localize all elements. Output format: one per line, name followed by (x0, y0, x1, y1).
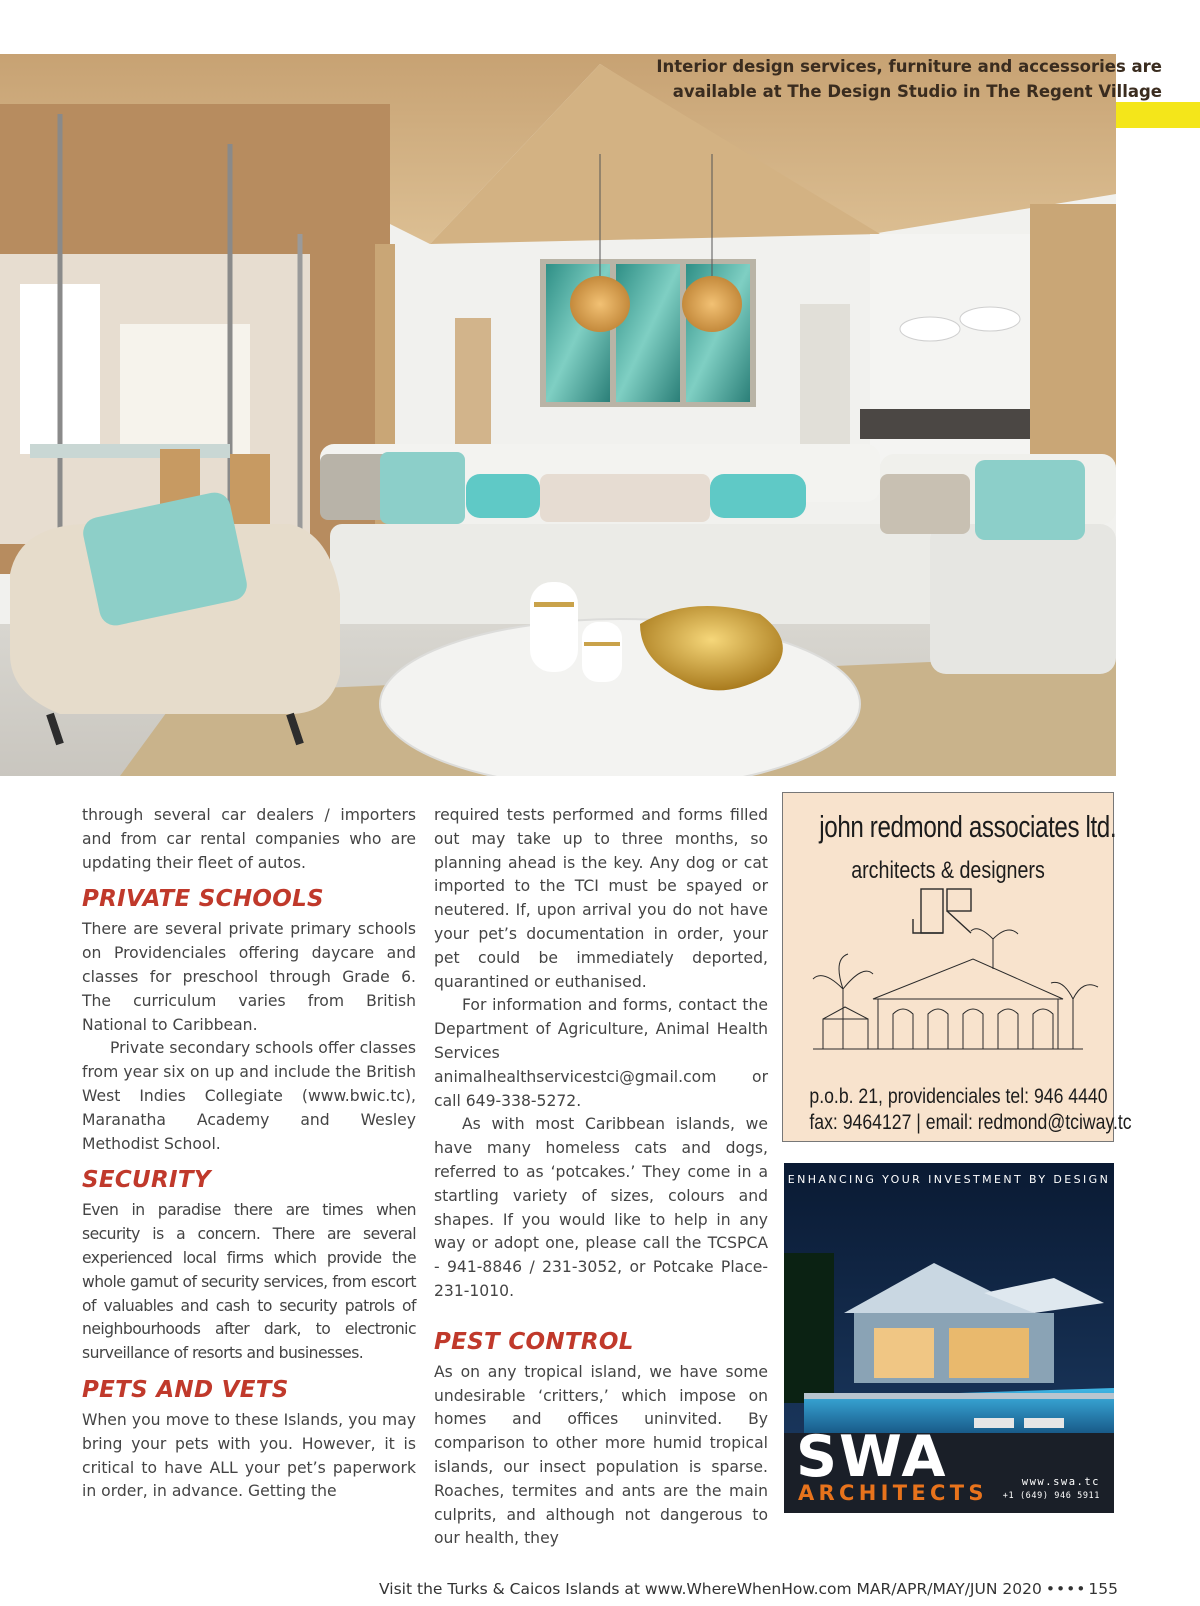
house-sketch-icon (813, 929, 1098, 1049)
ad-website[interactable]: www.swa.tc (1021, 1476, 1100, 1488)
article-column-1 (82, 804, 416, 1504)
paragraph-pets: When you move to these Islands, you may bring your pets with you. However, it is critical to have ALL your pet’s paperwork in order, in advance. Getting the (82, 1410, 416, 1501)
heading-security: SECURITY (82, 1167, 211, 1194)
ad-tagline: ENHANCING YOUR INVESTMENT BY DESIGN (787, 1173, 1111, 1186)
paragraph-intro: through several car dealers / importers and from car rental companies who are updating their fleet of autos. (82, 806, 416, 872)
heading-private-schools: PRIVATE SCHOOLS (82, 886, 324, 913)
paragraph-potcakes: As with most Caribbean islands, we have many homeless cats and dogs, referred to as ‘potcakes.’ They come in a startling variety of sizes, colours and shapes. If you would like to help in any way or adopt one, please call the TCSPCA - 941-8846 / 231-3052, or Potcake Place- 231-1010. (434, 1115, 768, 1300)
section-tab-marker (1116, 102, 1200, 128)
hero-photo (0, 54, 1116, 776)
ad-brand-subtitle: ARCHITECTS (798, 1481, 988, 1505)
ad-phone: +1 (649) 946 5911 (1002, 1491, 1100, 1501)
ad-brand-name: SWA (796, 1424, 948, 1490)
jr-logo-icon (913, 889, 971, 933)
paragraph-schools-2: Private secondary schools offer classes from year six on up and include the British West Indies Collegiate (www.bwic.tc), Maranatha Academy and Wesley Methodist School. (82, 1039, 416, 1153)
ad-logo-and-sketch (783, 879, 1113, 1084)
ad-address-phone: p.o.b. 21, providenciales tel: 946 4440 (809, 1085, 1108, 1108)
ad-fax-email: fax: 9464127 | email: redmond@tciway.tc (809, 1111, 1132, 1134)
paragraph-security: Even in paradise there are times when security is a concern. There are several experienced local firms which provide the whole gamut of security services, from escort of valuables and cash to security patrols of neighbourhoods after dark, to electronic surveillance of resorts and businesses. (82, 1201, 416, 1363)
paragraph-pest: As on any tropical island, we have some undesirable ‘critters,’ which impose on homes and offices uninvited. By comparison to other more humid tropical islands, our insect population is sparse. Roaches, termites and ants are the main culprits, and although not dangerous to our health, they (434, 1362, 768, 1548)
caption-line-1: Interior design services, furniture and accessories are (656, 57, 1162, 76)
ad-company-name: john redmond associates ltd. (819, 809, 1117, 844)
ad-swa-architects[interactable] (784, 1163, 1114, 1513)
footer-text: Visit the Turks & Caicos Islands at www.WhereWhenHow.com MAR/APR/MAY/JUN 2020 (379, 1580, 1042, 1598)
ad-john-redmond[interactable] (782, 792, 1132, 1142)
caption-line-2: available at The Design Studio in The Regent Village (672, 82, 1162, 101)
page-number: 155 (1088, 1580, 1118, 1598)
paragraph-contact: For information and forms, contact the Department of Agriculture, Animal Health Services animalhealthservicestci@gmail.com or call 649-338-5272. (434, 996, 768, 1110)
photo-caption (656, 54, 1162, 104)
ad-company-subtitle: architects & designers (851, 857, 1045, 884)
paragraph-pets-continued: required tests performed and forms filled out may take up to three months, so planning ahead is the key. Any dog or cat imported to the TCI must be spayed or neutered. If, upon arrival you do not have your pet’s documentation in order, your pet could be immediately deported, quarantined or euthanised. (434, 806, 768, 991)
footer-dots: •••• (1045, 1580, 1087, 1598)
heading-pest-control: PEST CONTROL (434, 1328, 634, 1355)
page-footer (379, 1580, 1118, 1598)
article-column-2 (434, 804, 768, 1551)
heading-pets-and-vets: PETS AND VETS (82, 1376, 289, 1403)
paragraph-schools-1: There are several private primary schools on Providenciales offering daycare and classes for preschool through Grade 6. The curriculum varies from British National to Caribbean. (82, 920, 416, 1034)
